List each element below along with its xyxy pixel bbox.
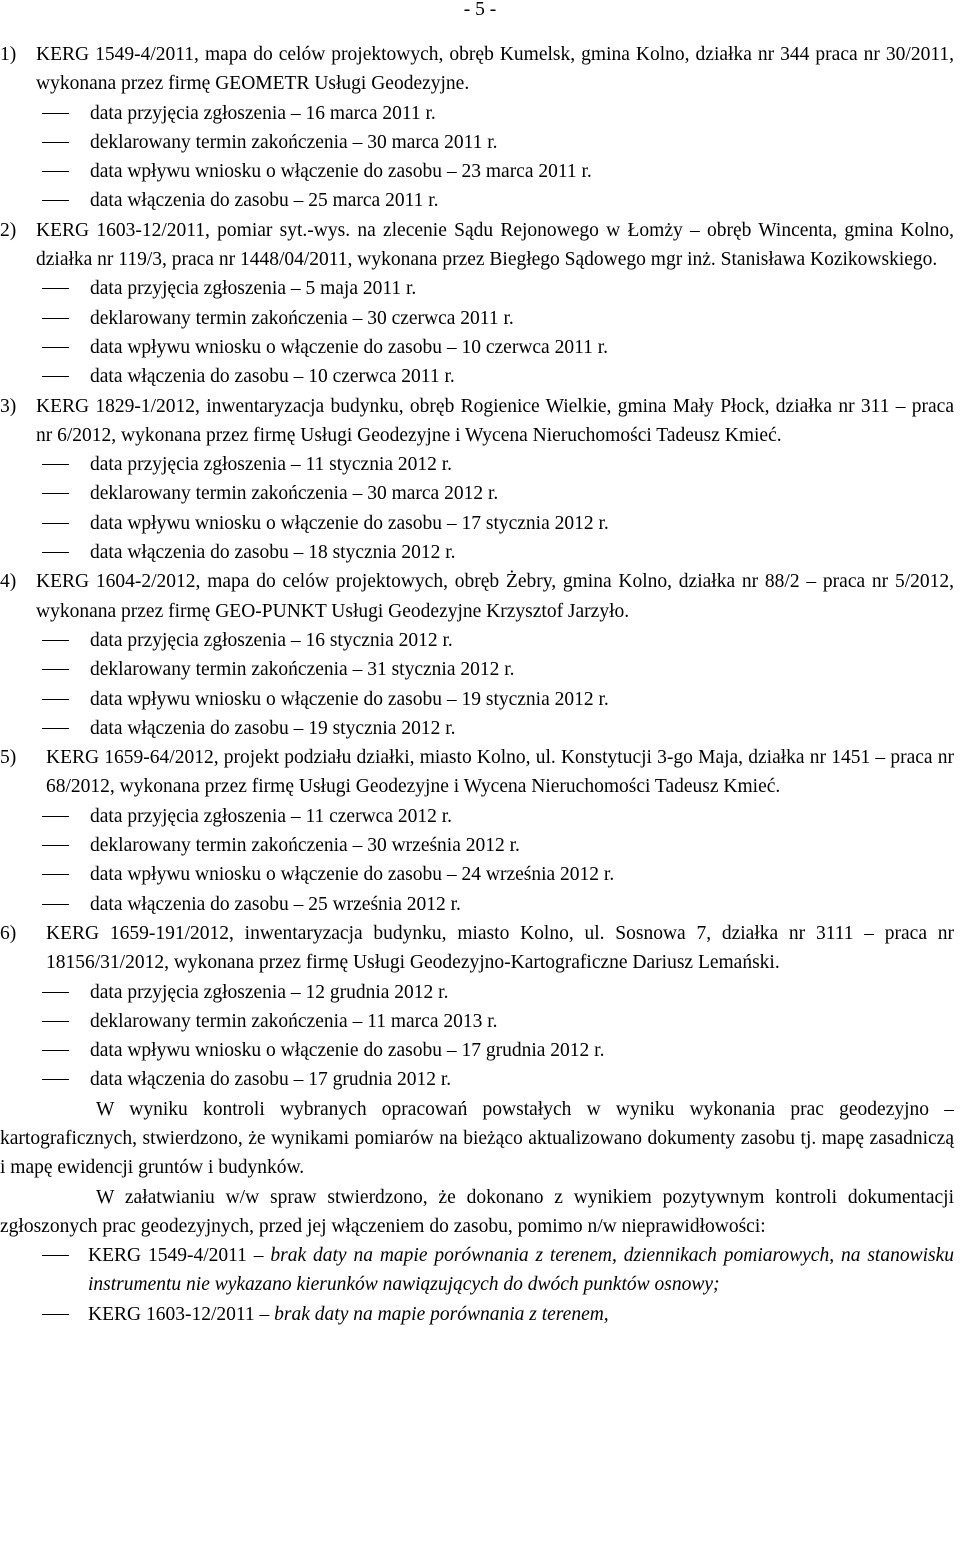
date-entry: data włączenia do zasobu – 25 września 2012 r. — [0, 890, 954, 919]
date-entry: data przyjęcia zgłoszenia – 11 czerwca 2012 r. — [0, 802, 954, 831]
date-list — [0, 802, 954, 919]
item-number: 5) — [0, 747, 17, 769]
date-entry: data wpływu wniosku o włączenie do zasobu – 19 stycznia 2012 r. — [0, 685, 954, 714]
list-item — [0, 392, 954, 451]
date-entry: deklarowany termin zakończenia – 30 marca 2011 r. — [0, 128, 954, 157]
date-entry: data włączenia do zasobu – 18 stycznia 2012 r. — [0, 538, 954, 567]
irregularities-list — [0, 1241, 954, 1329]
date-entry: deklarowany termin zakończenia – 30 września 2012 r. — [0, 831, 954, 860]
item-description: KERG 1604-2/2012, mapa do celów projektowych, obręb Żebry, gmina Kolno, działka nr 88/2 – praca nr 5/2012, wykonana przez firmę GEO-PUNKT Usługi Geodezyjne Krzysztof Jarzyło. — [36, 571, 954, 622]
irregularity-ref: KERG 1603-12/2011 – — [88, 1303, 275, 1325]
date-entry: data przyjęcia zgłoszenia – 5 maja 2011 r. — [0, 274, 954, 303]
date-entry: data włączenia do zasobu – 19 stycznia 2012 r. — [0, 714, 954, 743]
date-entry: data wpływu wniosku o włączenie do zasobu – 10 czerwca 2011 r. — [0, 333, 954, 362]
irregularity-entry — [0, 1241, 954, 1300]
list-item — [0, 567, 954, 626]
item-number: 3) — [0, 395, 17, 417]
item-description: KERG 1603-12/2011, pomiar syt.-wys. na zlecenie Sądu Rejonowego w Łomży – obręb Wincenta, gmina Kolno, działka nr 119/3, praca nr 1448/04/2011, wykonana przez Biegłego Sądowego mgr inż. Stanisława Kozikowskiego. — [36, 219, 954, 271]
list-item — [0, 216, 954, 275]
item-number: 6) — [0, 922, 17, 944]
irregularity-text: brak daty na mapie porównania z terenem, — [274, 1303, 609, 1325]
date-entry: data przyjęcia zgłoszenia – 12 grudnia 2012 r. — [0, 978, 954, 1007]
body-paragraph: W wyniku kontroli wybranych opracowań powstałych w wyniku wykonania prac geodezyjno – kartograficznych, stwierdzono, że wynikami pomiarów na bieżąco aktualizowano dokumenty zasobu tj. mapę zasadniczą i mapę ewidencji gruntów i budynków. — [0, 1098, 954, 1179]
date-entry: data włączenia do zasobu – 17 grudnia 2012 r. — [0, 1065, 954, 1094]
date-entry: deklarowany termin zakończenia – 11 marca 2013 r. — [0, 1007, 954, 1036]
item-description: KERG 1549-4/2011, mapa do celów projektowych, obręb Kumelsk, gmina Kolno, działka nr 344 praca nr 30/2011, wykonana przez firmę GEOMETR Usługi Geodezyjne. — [36, 44, 954, 95]
date-list — [0, 274, 954, 391]
date-list — [0, 626, 954, 743]
date-entry: data włączenia do zasobu – 10 czerwca 2011 r. — [0, 362, 954, 391]
body-paragraph: W załatwianiu w/w spraw stwierdzono, że dokonano z wynikiem pozytywnym kontroli dokumentacji zgłoszonych prac geodezyjnych, przed jej włączeniem do zasobu, pomimo n/w nieprawidłowości: — [0, 1186, 954, 1237]
document-content — [0, 40, 954, 1329]
date-entry: deklarowany termin zakończenia – 30 marca 2012 r. — [0, 479, 954, 508]
date-entry: deklarowany termin zakończenia – 30 czerwca 2011 r. — [0, 304, 954, 333]
date-list — [0, 978, 954, 1095]
date-entry: data przyjęcia zgłoszenia – 16 marca 2011 r. — [0, 99, 954, 128]
item-description: KERG 1659-191/2012, inwentaryzacja budynku, miasto Kolno, ul. Sosnowa 7, działka nr 3111 – praca nr 18156/31/2012, wykonana przez firmę Usługi Geodezyjno-Kartograficzne Dariusz Lemański. — [46, 922, 954, 974]
date-entry: data przyjęcia zgłoszenia – 11 stycznia 2012 r. — [0, 450, 954, 479]
date-entry: data przyjęcia zgłoszenia – 16 stycznia 2012 r. — [0, 626, 954, 655]
date-entry: data wpływu wniosku o włączenie do zasobu – 24 września 2012 r. — [0, 860, 954, 889]
date-entry: data wpływu wniosku o włączenie do zasobu – 23 marca 2011 r. — [0, 157, 954, 186]
date-entry: data włączenia do zasobu – 25 marca 2011 r. — [0, 186, 954, 215]
list-item — [0, 40, 954, 99]
page-number: - 5 - — [463, 0, 497, 20]
item-description: KERG 1659-64/2012, projekt podziału działki, miasto Kolno, ul. Konstytucji 3-go Maja, działka nr 1451 – praca nr 68/2012, wykonana przez firmę Usługi Geodezyjne i Wycena Nieruchomości Tadeusz Kmieć. — [46, 747, 954, 798]
irregularity-text: brak daty na mapie porównania z terenem, dziennikach pomiarowych, na stanowisku instrumentu nie wykazano kierunków nawiązujących do dwóch punktów osnowy; — [88, 1245, 954, 1296]
list-item — [0, 919, 954, 978]
list-item — [0, 743, 954, 802]
date-entry: data wpływu wniosku o włączenie do zasobu – 17 stycznia 2012 r. — [0, 509, 954, 538]
date-list — [0, 450, 954, 567]
irregularity-entry — [0, 1300, 954, 1329]
irregularity-ref: KERG 1549-4/2011 – — [88, 1245, 271, 1267]
date-entry: data wpływu wniosku o włączenie do zasobu – 17 grudnia 2012 r. — [0, 1036, 954, 1065]
item-number: 4) — [0, 571, 17, 593]
item-description: KERG 1829-1/2012, inwentaryzacja budynku, obręb Rogienice Wielkie, gmina Mały Płock, działka nr 311 – praca nr 6/2012, wykonana przez firmę Usługi Geodezyjne i Wycena Nieruchomości Tadeusz Kmieć. — [36, 395, 954, 446]
item-number: 1) — [0, 44, 17, 65]
date-entry: deklarowany termin zakończenia – 31 stycznia 2012 r. — [0, 655, 954, 684]
item-number: 2) — [0, 219, 17, 241]
date-list — [0, 99, 954, 216]
